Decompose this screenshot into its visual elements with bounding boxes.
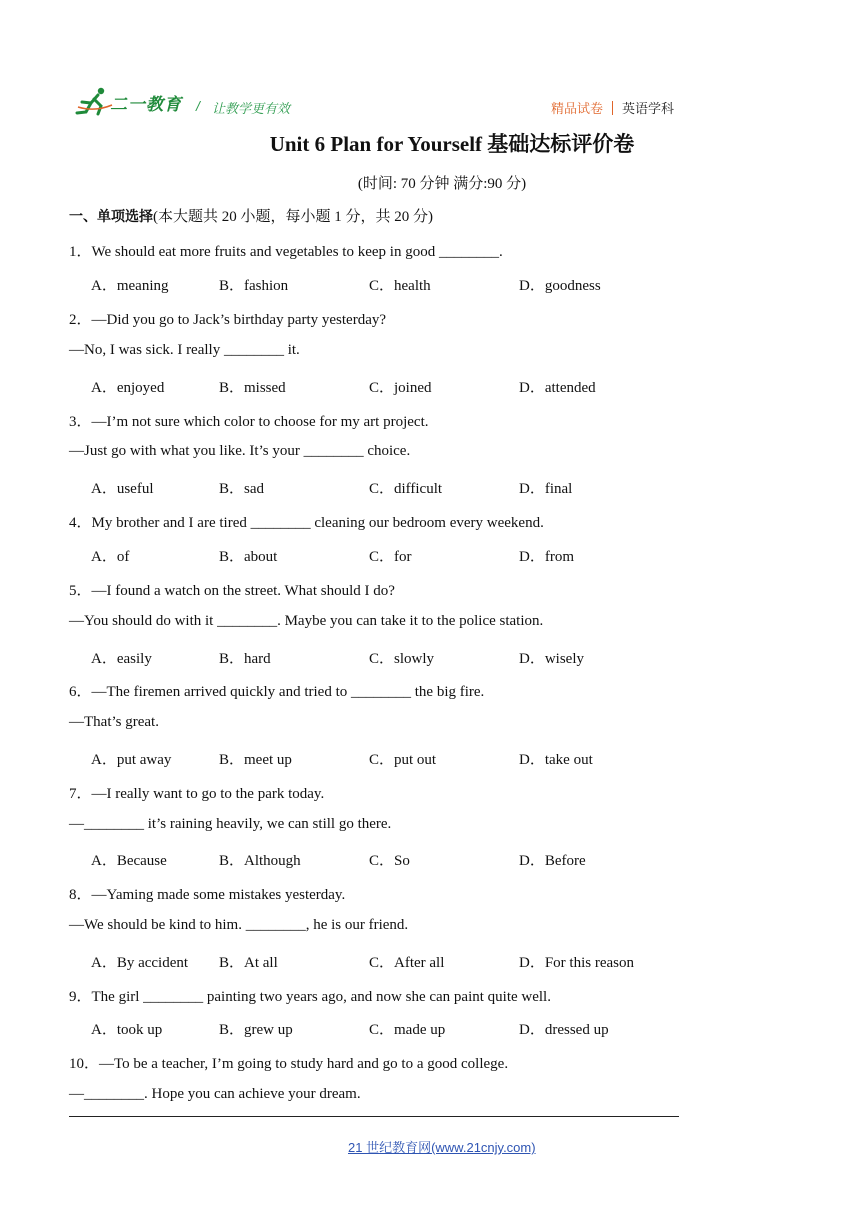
question-line: 6．—The firemen arrived quickly and tried to ________ the big fire. — [69, 684, 485, 700]
option-b: B．about — [219, 549, 278, 565]
options-row — [91, 545, 691, 565]
subject-label: 英语学科 — [621, 102, 674, 117]
option-b: B．Although — [219, 853, 301, 869]
question-line: 3．—I’m not sure which color to choose for my art project. — [69, 414, 429, 430]
option-a: A．took up — [91, 1022, 163, 1038]
option-d: D．take out — [519, 752, 593, 768]
logo-text: 二一教育 — [110, 95, 182, 115]
question-line: —You should do with it ________. Maybe you can take it to the police station. — [69, 613, 544, 629]
option-c: C．After all — [369, 955, 445, 971]
options-row — [91, 274, 691, 294]
slogan-separator: / — [196, 98, 200, 114]
option-c: C．So — [369, 853, 410, 869]
question-line: —________. Hope you can achieve your dream. — [69, 1086, 361, 1102]
option-d: D．Before — [519, 853, 586, 869]
section-note: (本大题共 20 小题，每小题 1 分，共 20 分) — [153, 209, 433, 225]
option-c: C．joined — [369, 380, 432, 396]
footer-divider — [69, 1116, 679, 1117]
question-line: 7．—I really want to go to the park today. — [69, 786, 325, 802]
option-a: A．Because — [91, 853, 167, 869]
option-d: D．from — [519, 549, 574, 565]
options-row — [91, 376, 691, 396]
option-c: C．made up — [369, 1022, 446, 1038]
option-c: C．for — [369, 549, 412, 565]
option-b: B．At all — [219, 955, 278, 971]
option-a: A．of — [91, 549, 130, 565]
option-b: B．fashion — [219, 278, 289, 294]
option-c: C．health — [369, 278, 431, 294]
question-line: —Just go with what you like. It’s your ________ choice. — [69, 443, 411, 459]
option-a: A．useful — [91, 481, 154, 497]
header-divider — [612, 101, 613, 115]
option-a: A．put away — [91, 752, 172, 768]
question-line: 10．—To be a teacher, I’m going to study hard and go to a good college. — [69, 1056, 509, 1072]
option-d: D．final — [519, 481, 573, 497]
option-a: A．By accident — [91, 955, 189, 971]
brand-label: 精品试卷 — [550, 102, 603, 117]
footer-link[interactable]: 21 世纪教育网(www.21cnjy.com) — [348, 1140, 536, 1155]
option-c: C．difficult — [369, 481, 443, 497]
option-c: C．put out — [369, 752, 437, 768]
section-heading — [69, 205, 433, 226]
option-d: D．dressed up — [519, 1022, 609, 1038]
running-figure-icon — [74, 86, 114, 116]
option-b: B．hard — [219, 651, 271, 667]
page-title: Unit 6 Plan for Yourself 基础达标评价卷 — [269, 132, 635, 156]
question-line: —We should be kind to him. ________, he is our friend. — [69, 917, 409, 933]
page-header — [74, 84, 674, 120]
question-line: —No, I was sick. I really ________ it. — [69, 342, 300, 358]
question-line: 8．—Yaming made some mistakes yesterday. — [69, 887, 346, 903]
options-row — [91, 951, 691, 971]
question-line: 2．—Did you go to Jack’s birthday party yesterday? — [69, 312, 387, 328]
option-d: D．For this reason — [519, 955, 634, 971]
option-b: B．meet up — [219, 752, 292, 768]
option-a: A．enjoyed — [91, 380, 165, 396]
option-d: D．goodness — [519, 278, 601, 294]
options-row — [91, 849, 691, 869]
options-row — [91, 748, 691, 768]
question-line: 4．My brother and I are tired ________ cleaning our bedroom every weekend. — [69, 515, 544, 531]
question-line: —________ it’s raining heavily, we can still go there. — [69, 816, 392, 832]
section-title: 一、单项选择 — [69, 209, 153, 225]
question-line: —That’s great. — [69, 714, 159, 730]
options-row — [91, 477, 691, 497]
option-a: A．meaning — [91, 278, 169, 294]
logo — [74, 86, 184, 116]
option-b: B．missed — [219, 380, 286, 396]
option-c: C．slowly — [369, 651, 435, 667]
exam-info: (时间: 70 分钟 满分:90 分) — [357, 176, 527, 192]
option-d: D．attended — [519, 380, 596, 396]
option-a: A．easily — [91, 651, 152, 667]
options-row — [91, 647, 691, 667]
options-row — [91, 1018, 691, 1038]
option-b: B．sad — [219, 481, 265, 497]
question-line: 9．The girl ________ painting two years ago, and now she can paint quite well. — [69, 989, 551, 1005]
slogan: 让教学更有效 — [212, 102, 291, 117]
option-d: D．wisely — [519, 651, 584, 667]
header-right — [551, 98, 674, 117]
question-line: 1．We should eat more fruits and vegetables to keep in good ________. — [69, 244, 503, 260]
question-line: 5．—I found a watch on the street. What should I do? — [69, 583, 395, 599]
option-b: B．grew up — [219, 1022, 293, 1038]
